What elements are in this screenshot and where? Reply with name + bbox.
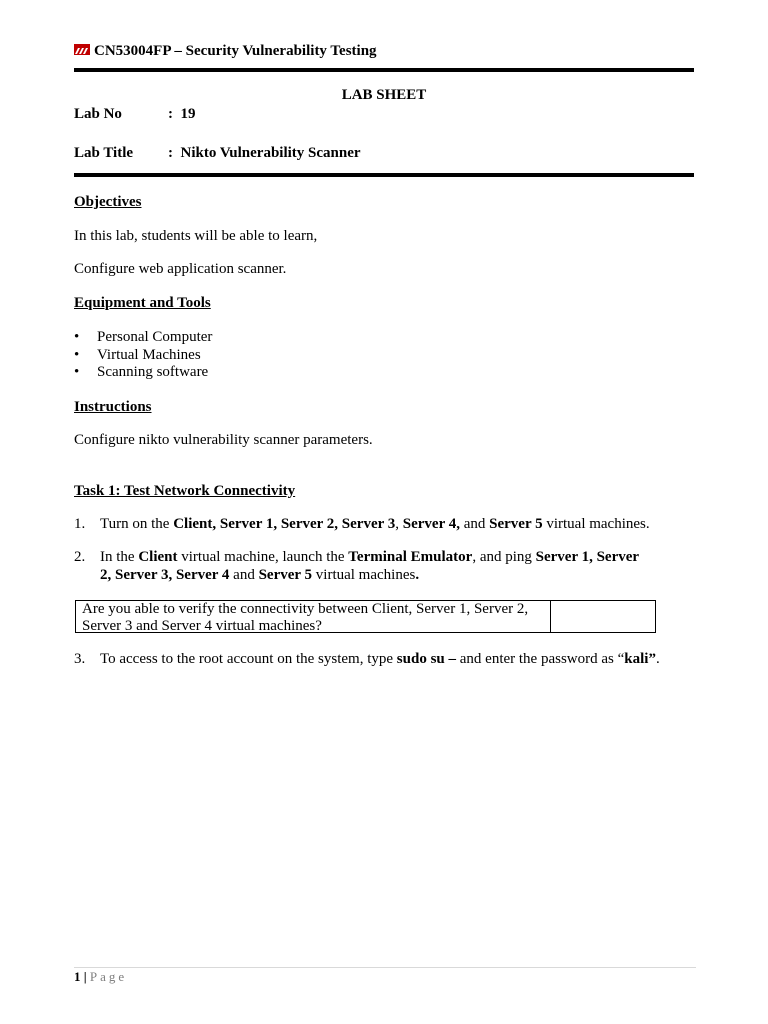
footer-rule <box>74 967 696 968</box>
lab-no-label: Lab No <box>74 106 122 122</box>
header-separator: – <box>170 43 186 59</box>
equipment-heading: Equipment and Tools <box>74 295 211 311</box>
labsheet-title: LAB SHEET <box>341 87 427 103</box>
bullet-icon: • <box>74 364 80 380</box>
connectivity-question-table <box>75 600 656 633</box>
lab-no-row <box>74 106 196 123</box>
instructions-text: Configure nikto vulnerability scanner parameters. <box>74 432 373 448</box>
lab-no-value: 19 <box>180 106 196 122</box>
lab-title-value: Nikto Vulnerability Scanner <box>180 145 361 161</box>
course-name: Security Vulnerability Testing <box>185 43 377 59</box>
course-code: CN53004FP <box>94 43 171 59</box>
lab-title-colon: : <box>168 145 173 161</box>
question-line-1: Are you able to verify the connectivity between Client, Server 1, Server 2, <box>82 601 529 617</box>
bullet-icon: • <box>74 346 80 363</box>
task1-step2: 2. In the Client virtual machine, launch the Terminal Emulator, and ping Server 1, Server 2, Server 3, Server 4 and Server 5 virtual machines. <box>74 549 640 583</box>
page-footer <box>74 969 127 985</box>
objectives-item: Configure web application scanner. <box>74 261 287 277</box>
lab-title-row <box>74 145 361 162</box>
bullet-icon: • <box>74 329 80 345</box>
document-header <box>74 43 377 62</box>
objectives-heading: Objectives <box>74 194 142 210</box>
task1-step3: 3. To access to the root account on the system, type sudo su – and enter the password as “kali”. <box>74 651 660 667</box>
title-rule <box>74 173 694 177</box>
instructions-heading: Instructions <box>74 399 152 415</box>
footer-separator: | <box>80 969 90 984</box>
list-item: • Personal Computer <box>74 329 213 345</box>
answer-cell[interactable] <box>551 601 655 632</box>
institution-logo-icon <box>74 44 90 62</box>
list-item: • Virtual Machines <box>74 346 201 363</box>
step-number: 2. <box>74 549 86 565</box>
task1-step1: 1. Turn on the Client, Server 1, Server 2, Server 3, Server 4, and Server 5 virtual machines. <box>74 516 650 532</box>
step-number: 3. <box>74 651 86 667</box>
list-item: • Scanning software <box>74 364 209 380</box>
task1-heading: Task 1: Test Network Connectivity <box>74 483 296 499</box>
header-rule <box>74 68 694 72</box>
equipment-list <box>74 329 212 382</box>
lab-title-label: Lab Title <box>74 145 134 161</box>
step-number: 1. <box>74 516 86 532</box>
page-number: 1 <box>74 969 81 984</box>
question-line-2: Server 3 and Server 4 virtual machines? <box>82 618 322 634</box>
objectives-intro: In this lab, students will be able to learn, <box>74 228 318 244</box>
page-label: Page <box>89 969 128 984</box>
question-cell <box>82 601 552 635</box>
lab-no-colon: : <box>168 106 173 122</box>
